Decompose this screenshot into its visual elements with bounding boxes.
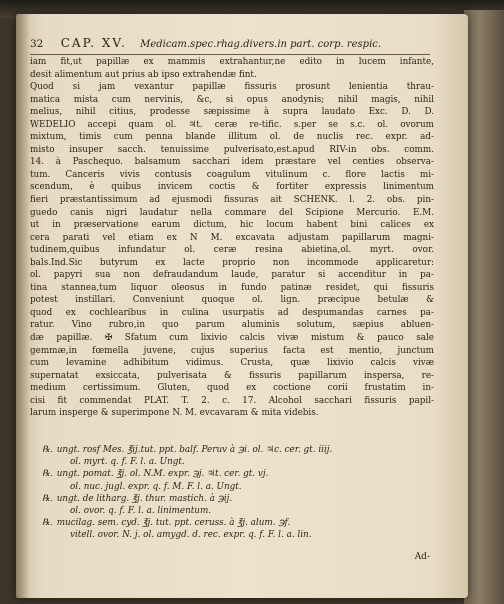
recipe-line	[42, 493, 434, 505]
text-line: cera parati vel etiam ex N M. excavata adjustam papillarum magni-	[30, 232, 434, 243]
recipe-text: mucilag. sem. cyd. ℥j. tut. ppt. ceruss. à ℥j. alum. ℈f.	[56, 518, 291, 529]
text-line: bals.Ind.Sic butyrum ex lacte proprio non incommode applicaretur:	[30, 257, 434, 268]
catchword: Ad-	[414, 552, 430, 562]
recipe-line	[42, 444, 434, 456]
recipe-symbol: ℞.	[42, 445, 53, 455]
recipe-text: ol. nuc. jugl. expr. q. f. M. F. l. a. Ungt.	[70, 481, 242, 492]
text-line: desit alimentum aut prius ab ipso extrahendæ fint.	[30, 69, 257, 80]
recipe-list	[42, 444, 434, 542]
recipe-text: ol. myrt. q. f. F. l. a. Ungt.	[70, 457, 185, 468]
text-line: iam fit,ut papillæ ex mammis extrahantur,ne edito in lucem infante,	[30, 57, 434, 67]
text-line: ol. papyri sua non defraudandum laude, paratur si accenditur in pa-	[30, 270, 434, 281]
book-cover-edge	[464, 10, 504, 604]
text-line: Quod si jam vexantur papillæ fissuris prosunt lenientia thrau-	[30, 82, 434, 93]
recipe-symbol: ℞.	[42, 469, 53, 480]
recipe-symbol: ℞.	[42, 493, 53, 504]
text-line: ratur. Vino rubro,in quo parum aluminis solutum, sæpius abluen-	[30, 320, 434, 331]
text-line: larum insperge & superimpone N. M. evcavaram & mita videbis.	[30, 408, 319, 419]
text-line: quod ex cochlearibus in culina usurpatis ad despumandas carnes pa-	[30, 307, 434, 318]
gutter-shadow	[16, 14, 30, 598]
recipe-text: ungt. de litharg. ℥j. thur. mastich. à ℈ij.	[56, 493, 233, 504]
text-line: tudinem,quibus infundatur ol. ceræ resina abietina,ol. myrt. ovor.	[30, 245, 434, 256]
text-line: scendum, è quibus invicem coctis & fortiter expressis linimentum	[30, 182, 434, 193]
recipe-line	[42, 505, 434, 517]
text-line: medium certissimum. Gluten, quod ex coctione corii frustatim in-	[30, 383, 434, 394]
recipe-line	[42, 481, 434, 493]
recipe-line	[42, 456, 434, 468]
text-line: misto insuper sacch. tenuissime pulverisato,est.apud RIV-in obs. comm.	[30, 144, 434, 155]
recipe-line	[42, 517, 434, 529]
chapter-label: CAP. XV.	[60, 36, 127, 50]
recipe-text: ungt. pomat. ℥j. ol. N.M. expr. ℈j. ♃t. cer. gt. vj.	[56, 469, 269, 480]
page-number: 32	[30, 38, 44, 50]
text-line: gemmæ,in fœmella juvene, cujus superius facta est mentio, junctum	[30, 345, 434, 356]
text-line: 14. à Paschequo. balsamum sacchari idem præstare vel centies observa-	[30, 157, 434, 168]
text-line: melius, nihil citius, prodesse sæpissime à supra laudato Exc. D. D.	[30, 107, 434, 118]
text-line: matica mista cum nervinis, &c, si opus anodynis; nihil magis, nihil	[30, 94, 434, 105]
recipe-text: ol. ovor. q. f. F. l. a. linimentum.	[70, 506, 212, 517]
text-line: mixtum, timis cum penna blande illitum ol. de nuclis rec. expr. ad-	[30, 132, 434, 143]
text-line: supernatat exsiccata, pulverisata & fissuris papillarum inspersa, re-	[30, 370, 434, 381]
text-line: tina stannea,tum liquor oleosus in fundo patinæ residet, qui fissuris	[30, 282, 434, 293]
recipe-text: vitell. ovor. N. j. ol. amygd. d. rec. expr. q. f. F. l. a. lin.	[70, 530, 312, 541]
recipe-symbol: ℞.	[42, 518, 53, 529]
text-line: fieri præstantissimum ad ejusmodi fissuras ait SCHENK. l. 2. obs. pin-	[30, 195, 434, 206]
text-line: ut in præservatione earum dictum, hic locum habent bini calices ex	[30, 220, 434, 231]
recipe-line	[42, 468, 434, 480]
text-line: tum. Canceris vivis contusis coagulum vitulinum c. flore lactis mi-	[30, 169, 434, 180]
text-line: WEDELIO accepi quam ol. ♃t. ceræ re-tific. s.per se s.c. ol. ovorum	[30, 119, 434, 130]
text-line: guedo canis nigri laudatur nella commare del Scipione Mercurio. E.M.	[30, 207, 434, 218]
text-line: cisi fit commendat PLAT. T. 2. c. 17. Alcohol sacchari fissuris papil-	[30, 395, 434, 406]
recipe-line	[42, 529, 434, 541]
recipe-text: ungt. rosf Mes. ℥ij.tut. ppt. balf. Peruv à ℈i. ol. ♃c. cer. gt. iiij.	[56, 445, 333, 455]
text-line: potest instillari. Conveniunt quoque ol. lign. præcipue betulæ &	[30, 295, 434, 306]
body-text	[30, 56, 434, 420]
running-title: Medicam.spec.rhag.divers.in part. corp. respic.	[140, 39, 382, 50]
text-line: cum levamine adhibitum vidimus. Crusta, quæ lixivio calcis vivæ	[30, 358, 434, 369]
running-head	[30, 36, 430, 55]
text-line: dæ papillæ. ✠ Sfatum cum lixivio calcis vivæ mistum & pauco sale	[30, 333, 434, 344]
